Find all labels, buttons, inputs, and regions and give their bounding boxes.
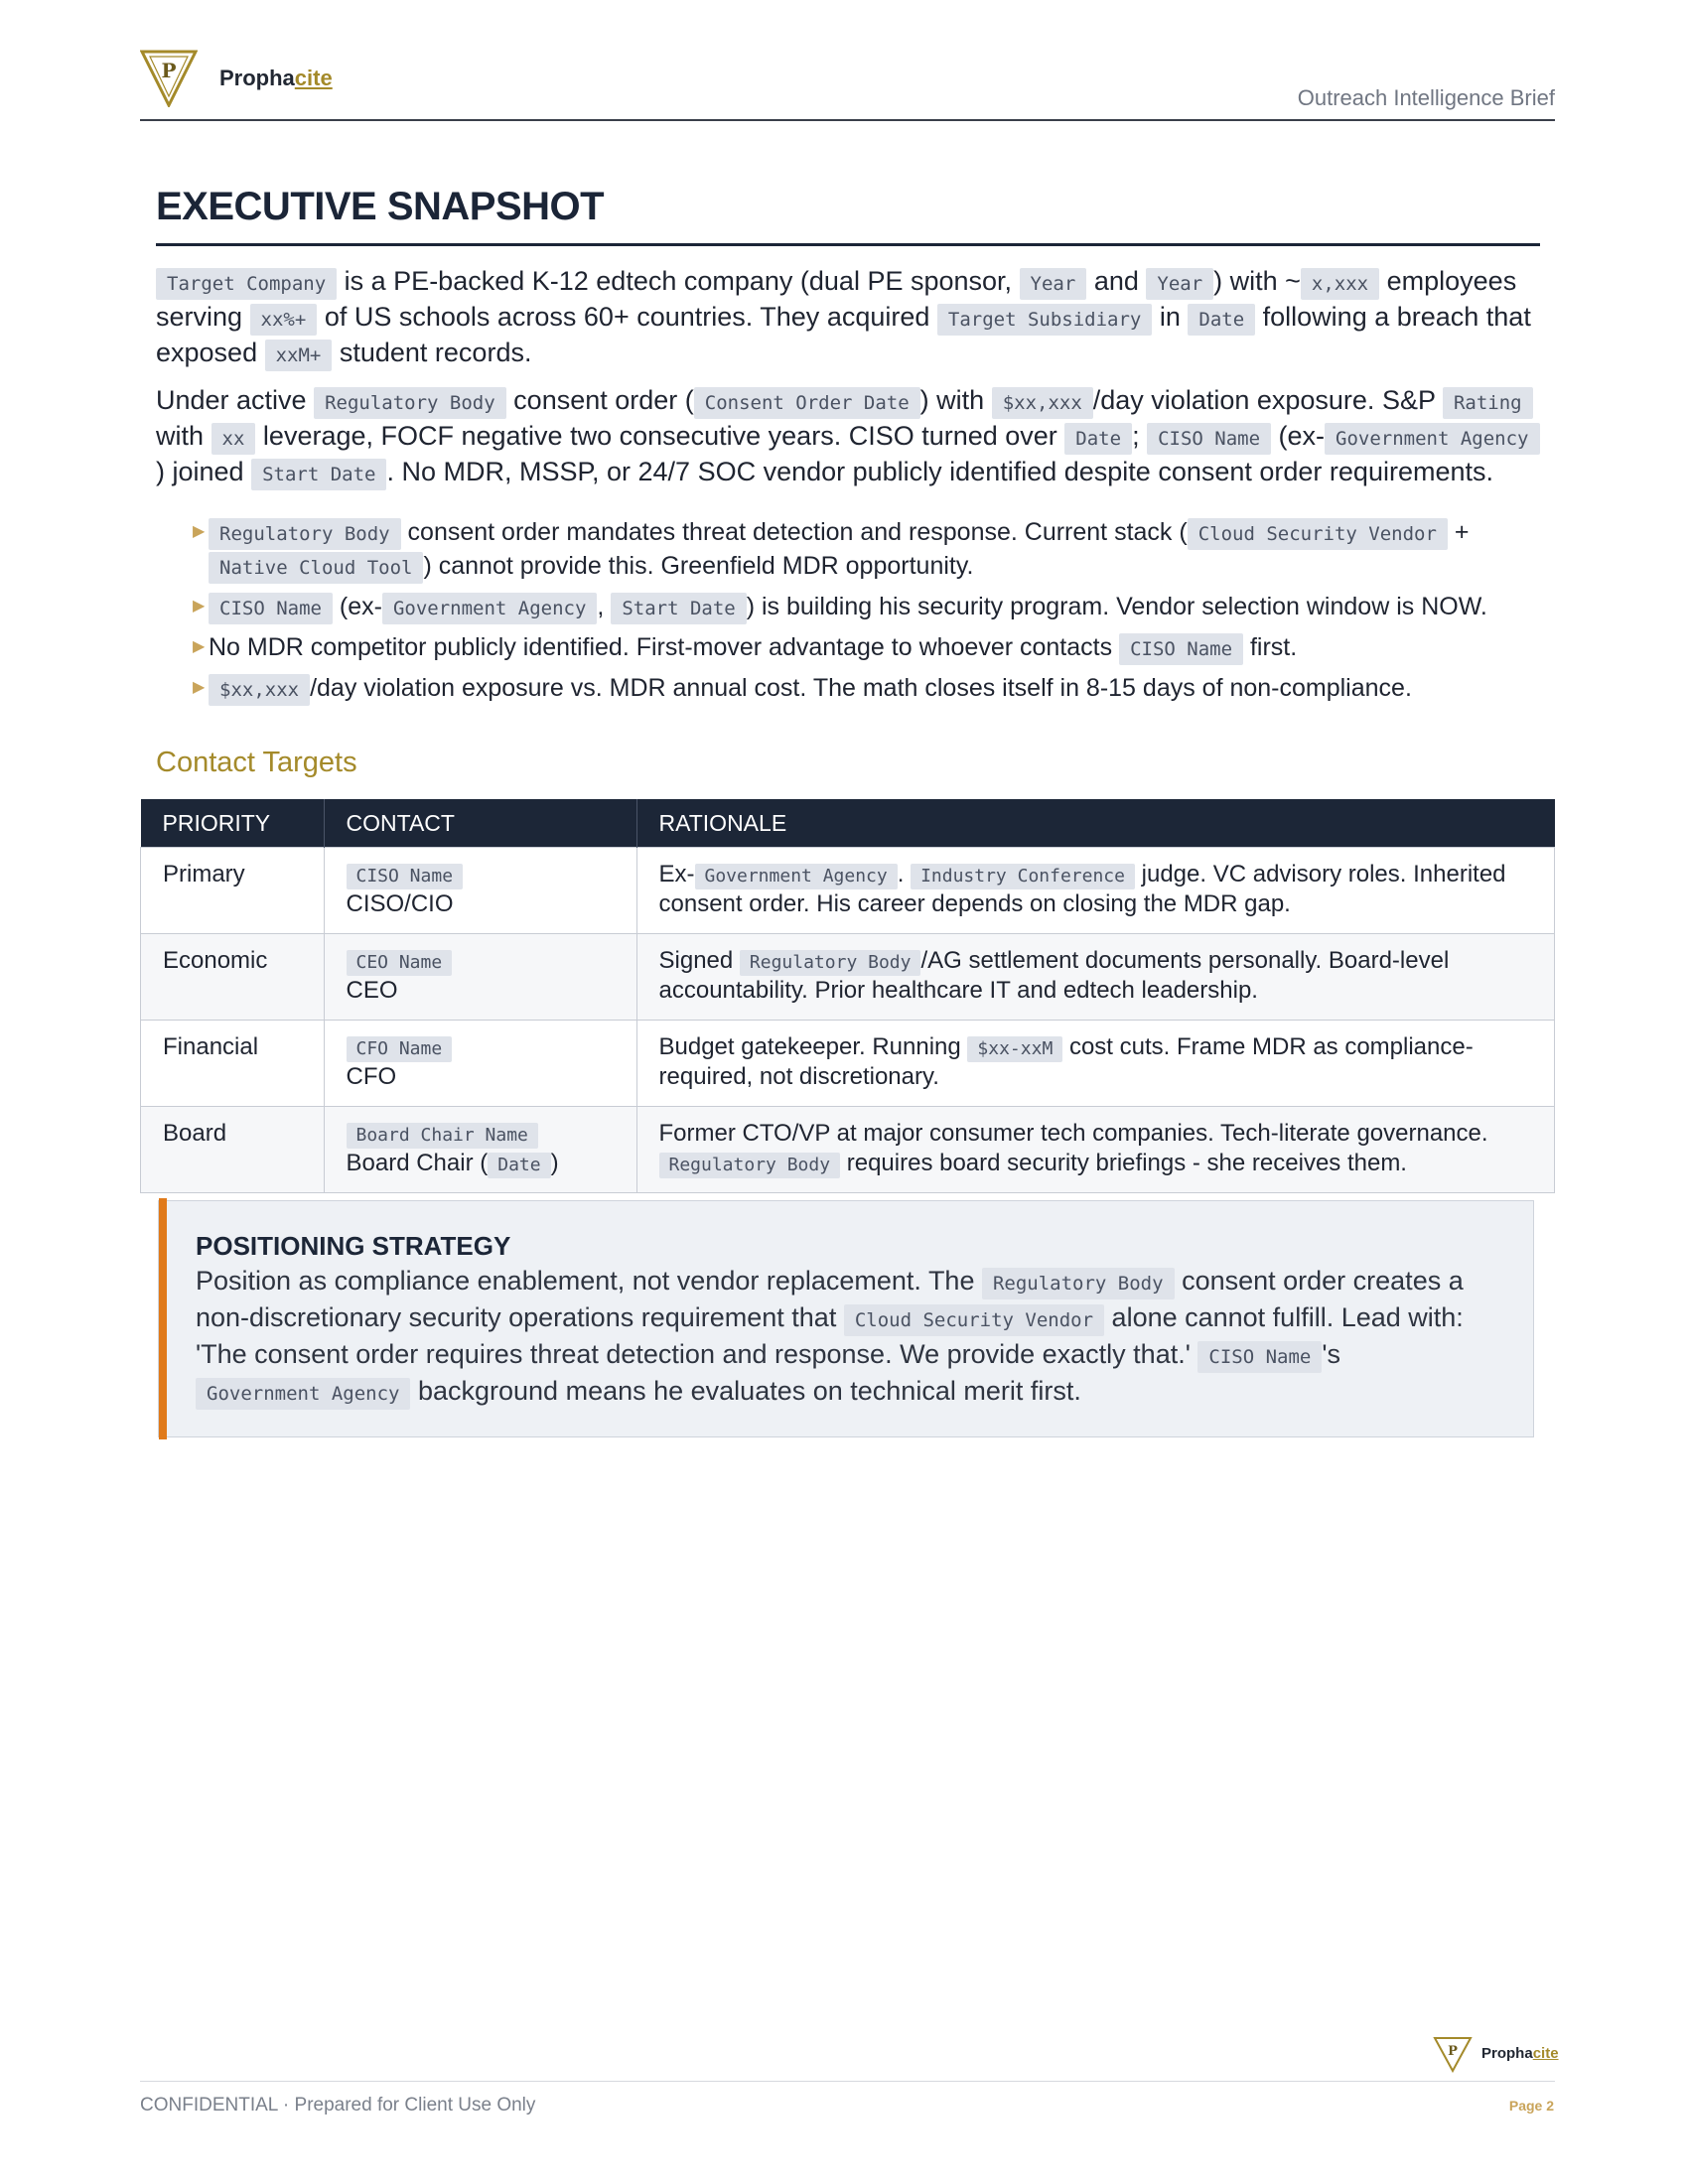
placeholder: Target Subsidiary (937, 304, 1152, 336)
page-number: Page 2 (1508, 2098, 1554, 2114)
placeholder: $xx-xxM (967, 1036, 1062, 1062)
triangle-bullet-icon: ▶ (193, 638, 206, 655)
placeholder: CISO Name (209, 593, 333, 624)
contact-cell: CFO Name CFO (324, 1021, 636, 1107)
placeholder: Regulatory Body (659, 1153, 841, 1178)
placeholder: Cloud Security Vendor (1188, 518, 1448, 550)
rationale-cell: Signed Regulatory Body /AG settlement documents personally. Board-level accountability. Prior healthcare IT and edtech leadership. (636, 934, 1555, 1021)
placeholder: Date (1064, 423, 1132, 455)
callout-accent-bar (159, 1198, 167, 1439)
document-type: Outreach Intelligence Brief (1297, 85, 1555, 110)
placeholder: Regulatory Body (314, 387, 506, 419)
contact-cell: CISO Name CISO/CIO (324, 848, 636, 934)
placeholder: CISO Name (1197, 1341, 1322, 1373)
priority-cell: Economic (141, 934, 325, 1021)
snapshot-paragraph-2: Under active Regulatory Body consent order ( Consent Order Date ) with $xx,xxx /day violation exposure. S&P Rating with xx leverage, FOCF negative two consecutive years. CISO turned over Date ; CISO Name (ex- Government Agency) joined Start Date . No MDR, MSSP, or 24/7 SOC vendor publicly identified despite consent order requirements. (156, 383, 1546, 490)
positioning-strategy-callout (158, 1200, 1534, 1437)
rationale-cell: Ex- Government Agency . Industry Conference judge. VC advisory roles. Inherited consent order. His career depends on closing the MDR gap. (636, 848, 1555, 934)
placeholder: Government Agency (1325, 423, 1539, 455)
key-points-list (195, 516, 1535, 713)
placeholder: xx (211, 423, 256, 455)
footer-brand-name: Prophacite (1481, 2045, 1559, 2062)
placeholder: Regulatory Body (209, 518, 401, 550)
table-row (141, 848, 1555, 934)
column-header-rationale: RATIONALE (636, 799, 1555, 848)
placeholder: Date (1188, 304, 1255, 336)
table-row (141, 934, 1555, 1021)
placeholder: x,xxx (1301, 268, 1379, 300)
snapshot-paragraph-1: Target Company is a PE-backed K-12 edtech company (dual PE sponsor, Year and Year ) with ~ x,xxx employees serving xx%+ of US schools across 60+ countries. They acquired Target Subsidiary in Date following a breach that exposed xxM+ student records. (156, 264, 1546, 371)
placeholder: Start Date (611, 593, 746, 624)
contact-targets-table (140, 799, 1555, 1193)
table-header-row (141, 799, 1555, 848)
contact-targets-title: Contact Targets (156, 747, 357, 778)
placeholder: Industry Conference (911, 864, 1135, 889)
list-item: ▶ Regulatory Body consent order mandates threat detection and response. Current stack ( Cloud Security Vendor + Native Cloud Tool ) cannot provide this. Greenfield MDR opportunity. (195, 516, 1535, 584)
placeholder: Government Agency (382, 593, 597, 624)
triangle-bullet-icon: ▶ (193, 598, 206, 614)
svg-text:P: P (1448, 2044, 1458, 2059)
placeholder: Target Company (156, 268, 337, 300)
priority-cell: Financial (141, 1021, 325, 1107)
column-header-contact: CONTACT (324, 799, 636, 848)
list-item: ▶ No MDR competitor publicly identified. First-mover advantage to whoever contacts CISO Name first. (195, 631, 1535, 665)
list-item: ▶ $xx,xxx /day violation exposure vs. MDR annual cost. The math closes itself in 8-15 days of non-compliance. (195, 672, 1535, 706)
footer-divider (140, 2081, 1555, 2082)
placeholder: CFO Name (347, 1036, 453, 1062)
placeholder: $xx,xxx (992, 387, 1093, 419)
column-header-priority: PRIORITY (141, 799, 325, 848)
placeholder: Native Cloud Tool (209, 552, 423, 584)
placeholder: Year (1146, 268, 1213, 300)
page-header (140, 48, 1555, 121)
list-item: ▶ CISO Name (ex- Government Agency , Start Date ) is building his security program. Vendor selection window is NOW. (195, 591, 1535, 624)
footer-logo-icon (1433, 2035, 1473, 2073)
placeholder: CISO Name (1119, 633, 1243, 665)
confidential-note: CONFIDENTIAL · Prepared for Client Use Only (140, 2095, 536, 2116)
placeholder: Year (1020, 268, 1087, 300)
placeholder: xxM+ (265, 340, 333, 371)
section-title: EXECUTIVE SNAPSHOT (156, 185, 1540, 246)
strategy-text: Position as compliance enablement, not vendor replacement. The Regulatory Body consent order creates a non-discretionary security operations requirement that Cloud Security Vendor alone cannot fulfill. Lead with: 'The consent order requires threat detection and response. We provide exactly that.' CISO Name 's Government Agency background means he evaluates on technical merit first. (196, 1263, 1506, 1410)
placeholder: Consent Order Date (694, 387, 920, 419)
priority-cell: Primary (141, 848, 325, 934)
priority-cell: Board (141, 1107, 325, 1193)
placeholder: Rating (1443, 387, 1533, 419)
contact-cell: Board Chair Name Board Chair ( Date ) (324, 1107, 636, 1193)
placeholder: Government Agency (196, 1378, 410, 1410)
strategy-title: POSITIONING STRATEGY (196, 1231, 511, 1261)
placeholder: xx%+ (250, 304, 318, 336)
triangle-bullet-icon: ▶ (193, 523, 206, 540)
placeholder: Start Date (251, 459, 386, 490)
placeholder: Date (488, 1153, 550, 1178)
table-row (141, 1021, 1555, 1107)
rationale-cell: Budget gatekeeper. Running $xx-xxM cost cuts. Frame MDR as compliance-required, not discretionary. (636, 1021, 1555, 1107)
placeholder: Government Agency (695, 864, 898, 889)
prophacite-logo-icon (140, 48, 198, 107)
logo-letter: P (161, 59, 177, 82)
rationale-cell: Former CTO/VP at major consumer tech companies. Tech-literate governance. Regulatory Body requires board security briefings - she receives them. (636, 1107, 1555, 1193)
placeholder: CISO Name (347, 864, 464, 889)
table-row (141, 1107, 1555, 1193)
placeholder: $xx,xxx (209, 674, 310, 706)
placeholder: Regulatory Body (982, 1268, 1175, 1299)
placeholder: Cloud Security Vendor (844, 1304, 1104, 1336)
placeholder: Board Chair Name (347, 1123, 538, 1149)
contact-cell: CEO Name CEO (324, 934, 636, 1021)
brand-name: Prophacite (219, 66, 333, 90)
placeholder: CISO Name (1147, 423, 1271, 455)
placeholder: CEO Name (347, 950, 453, 976)
placeholder: Regulatory Body (740, 950, 921, 976)
triangle-bullet-icon: ▶ (193, 679, 206, 696)
